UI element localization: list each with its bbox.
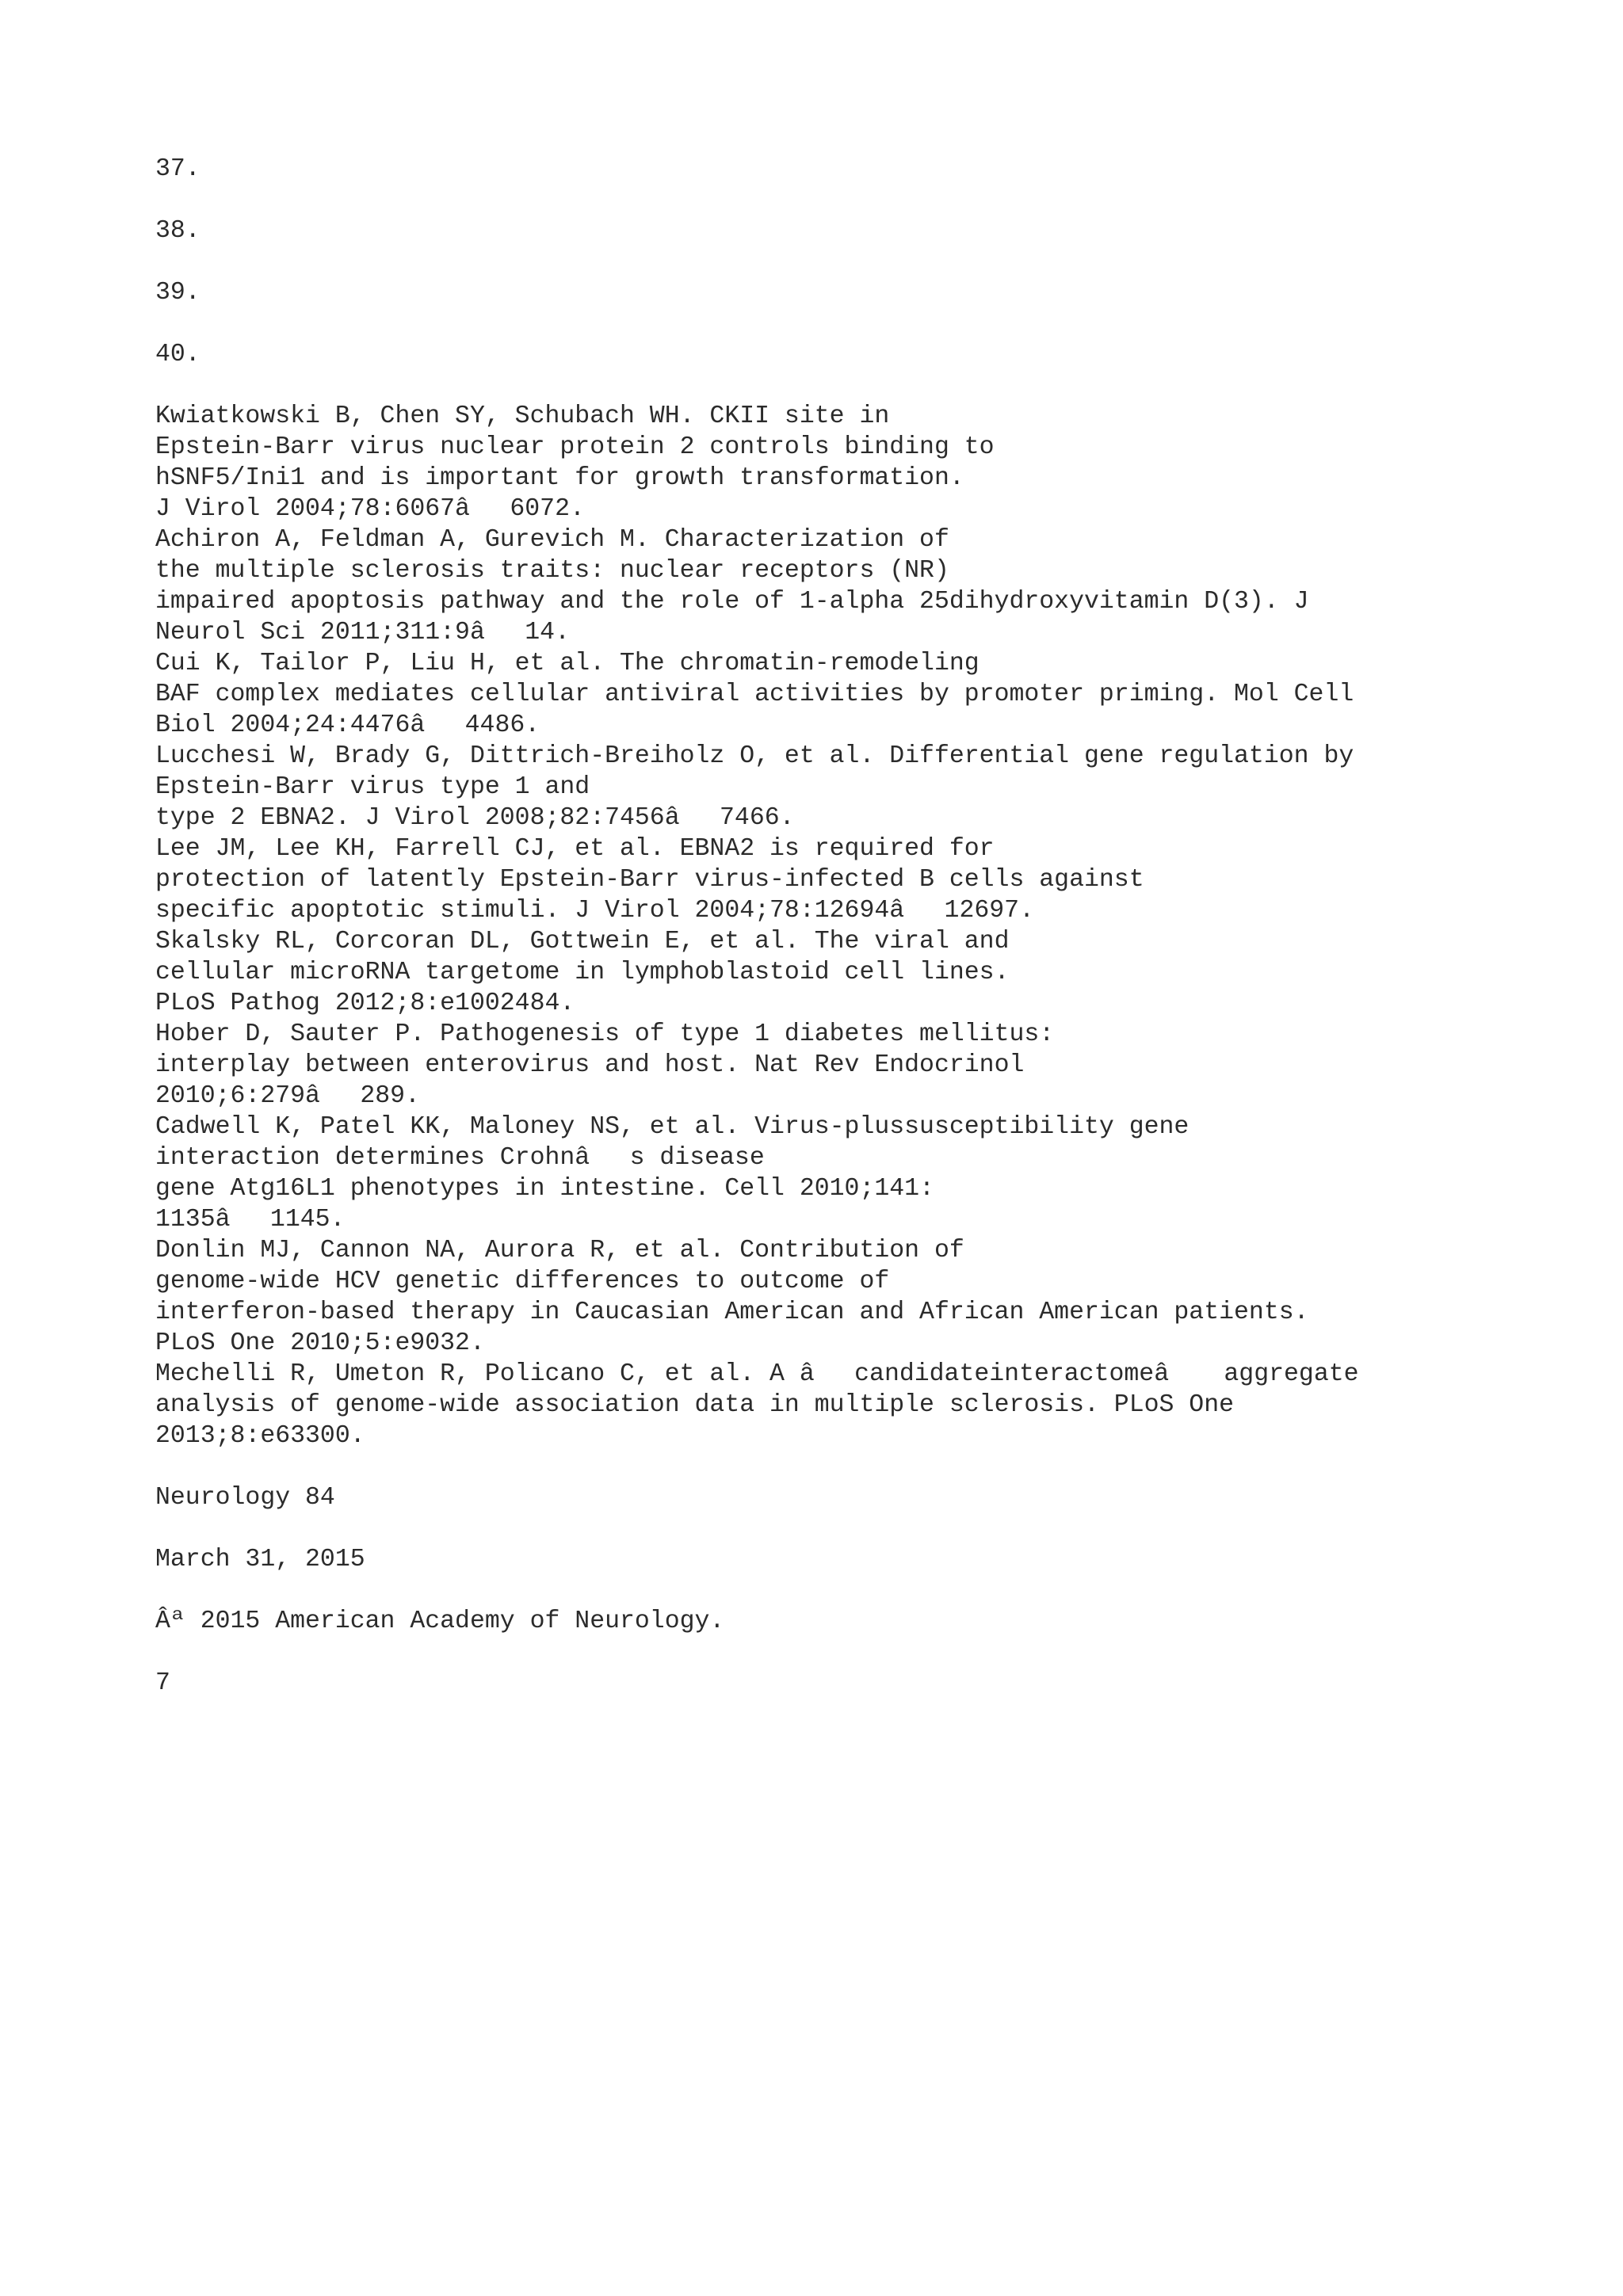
reference-line: 2013;8:e63300. xyxy=(155,1422,365,1450)
reference-line: Biol 2004;24:4476â4486. xyxy=(155,711,540,739)
reference-line: Lucchesi W, Brady G, Dittrich-Breiholz O, et al. Differential gene regulation by xyxy=(155,742,1354,770)
reference-line: interferon-based therapy in Caucasian American and African American patients. xyxy=(155,1299,1309,1326)
footer-copyright: Âª 2015 American Academy of Neurology. xyxy=(155,1608,725,1635)
reference-line: interaction determines Crohnâs disease xyxy=(155,1144,765,1172)
reference-line: specific apoptotic stimuli. J Virol 2004;78:12694â12697. xyxy=(155,897,1034,925)
reference-line: Neurol Sci 2011;311:9â14. xyxy=(155,619,570,646)
reference-line: Epstein-Barr virus nuclear protein 2 controls binding to xyxy=(155,433,995,461)
footer-journal: Neurology 84 xyxy=(155,1484,335,1512)
reference-line: PLoS Pathog 2012;8:e1002484. xyxy=(155,990,575,1017)
reference-line: cellular microRNA targetome in lymphoblastoid cell lines. xyxy=(155,959,1010,986)
reference-line: Hober D, Sauter P. Pathogenesis of type 1 diabetes mellitus: xyxy=(155,1020,1055,1048)
reference-line: type 2 EBNA2. J Virol 2008;82:7456â7466. xyxy=(155,804,795,832)
reference-line: Lee JM, Lee KH, Farrell CJ, et al. EBNA2 is required for xyxy=(155,835,995,863)
reference-line: Epstein-Barr virus type 1 and xyxy=(155,773,590,801)
ref-number-38: 38. xyxy=(155,217,200,245)
ref-number-39: 39. xyxy=(155,279,200,307)
reference-line: analysis of genome-wide association data in multiple sclerosis. PLoS One xyxy=(155,1391,1235,1419)
reference-line: PLoS One 2010;5:e9032. xyxy=(155,1329,485,1357)
reference-line: genome-wide HCV genetic differences to outcome of xyxy=(155,1268,890,1295)
reference-line: impaired apoptosis pathway and the role of 1-alpha 25dihydroxyvitamin D(3). J xyxy=(155,588,1309,616)
reference-line: the multiple sclerosis traits: nuclear receptors (NR) xyxy=(155,557,949,585)
reference-line: hSNF5/Ini1 and is important for growth transformation. xyxy=(155,464,964,492)
reference-line: Donlin MJ, Cannon NA, Aurora R, et al. Contribution of xyxy=(155,1237,964,1264)
reference-line: 1135â1145. xyxy=(155,1206,346,1234)
page-number: 7 xyxy=(155,1669,170,1697)
reference-line: 2010;6:279â289. xyxy=(155,1082,420,1110)
reference-line: Kwiatkowski B, Chen SY, Schubach WH. CKII site in xyxy=(155,402,890,430)
reference-line: Cui K, Tailor P, Liu H, et al. The chromatin-remodeling xyxy=(155,650,980,677)
reference-line: J Virol 2004;78:6067â6072. xyxy=(155,495,585,523)
reference-line: BAF complex mediates cellular antiviral activities by promoter priming. Mol Cell xyxy=(155,681,1354,708)
reference-line: gene Atg16L1 phenotypes in intestine. Cell 2010;141: xyxy=(155,1175,934,1203)
reference-line: Skalsky RL, Corcoran DL, Gottwein E, et al. The viral and xyxy=(155,928,1010,955)
ref-number-37: 37. xyxy=(155,155,200,183)
ref-number-40: 40. xyxy=(155,341,200,368)
reference-line: Cadwell K, Patel KK, Maloney NS, et al. Virus-plussusceptibility gene xyxy=(155,1113,1190,1141)
reference-line: Mechelli R, Umeton R, Policano C, et al. A âcandidateinteractomeâ aggregate xyxy=(155,1360,1359,1388)
reference-line: interplay between enterovirus and host. Nat Rev Endocrinol xyxy=(155,1051,1025,1079)
footer-date: March 31, 2015 xyxy=(155,1546,365,1573)
reference-line: protection of latently Epstein-Barr virus-infected B cells against xyxy=(155,866,1144,894)
reference-line: Achiron A, Feldman A, Gurevich M. Characterization of xyxy=(155,526,949,554)
